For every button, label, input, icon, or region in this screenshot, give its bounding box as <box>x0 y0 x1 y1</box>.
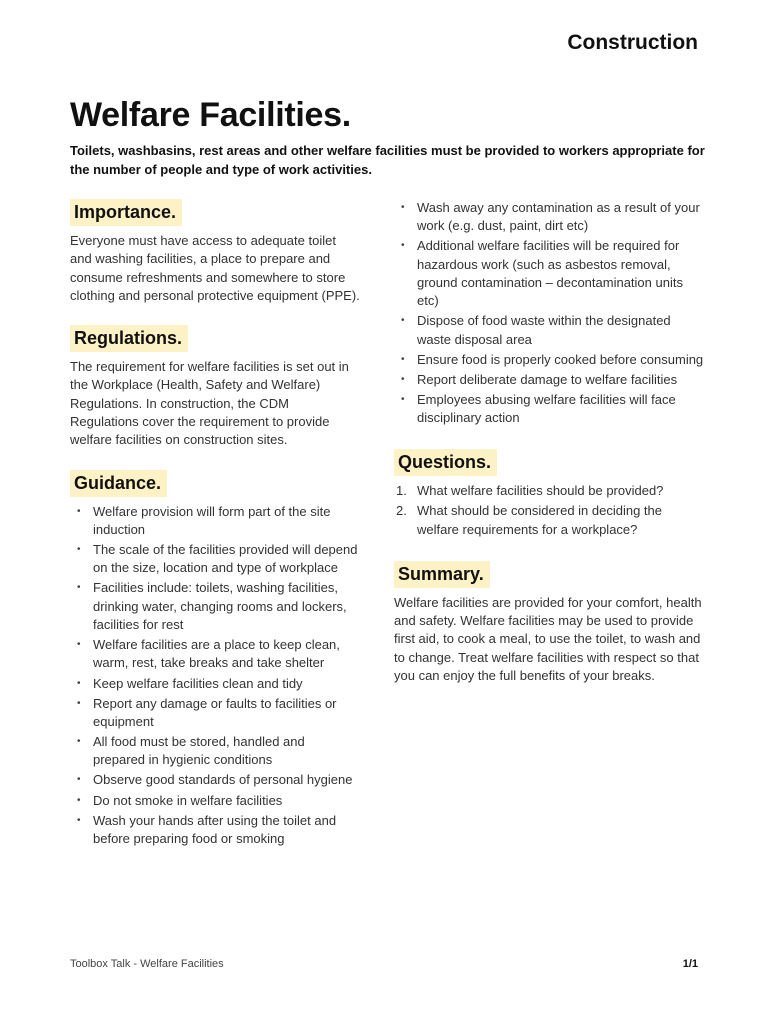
summary-text: Welfare facilities are provided for your comfort, health and safety. Welfare facilities may be used to provide first aid, to cook a meal, to use the toilet, to wash and to change. Treat welfare facilities with respect so that you can enjoy the full benefits of your breaks. <box>394 594 702 684</box>
list-item: • Employees abusing welfare facilities will face disciplinary action <box>394 391 704 428</box>
list-item <box>394 482 704 500</box>
question-text: What welfare facilities should be provided? <box>417 483 664 499</box>
list-item: • Ensure food is properly cooked before consuming <box>394 351 704 369</box>
questions-section <box>394 449 704 539</box>
questions-heading: Questions. <box>394 449 497 476</box>
regulations-section <box>70 325 360 449</box>
list-item: • Dispose of food waste within the designated waste disposal area <box>394 312 704 349</box>
list-item: • Additional welfare facilities will be required for hazardous work (such as asbestos removal, ground contamination – decontamination units etc) <box>394 237 704 310</box>
list-item: • Welfare provision will form part of the site induction <box>70 503 360 540</box>
list-item: • Welfare facilities are a place to keep clean, warm, rest, take breaks and take shelter <box>70 636 360 673</box>
questions-list <box>394 482 704 539</box>
right-column <box>394 199 704 685</box>
list-item: • Facilities include: toilets, washing facilities, drinking water, changing rooms and lockers, facilities for rest <box>70 579 360 634</box>
list-item: • Wash your hands after using the toilet and before preparing food or smoking <box>70 812 360 849</box>
left-column <box>70 199 360 850</box>
guidance-list-continued <box>394 199 704 428</box>
page-title: Welfare Facilities. <box>70 96 351 134</box>
list-item: • Observe good standards of personal hygiene <box>70 771 360 789</box>
guidance-list <box>70 503 360 849</box>
list-item: • Do not smoke in welfare facilities <box>70 792 360 810</box>
list-item: • Keep welfare facilities clean and tidy <box>70 675 360 693</box>
question-number: 1. <box>396 483 407 499</box>
regulations-text: The requirement for welfare facilities is set out in the Workplace (Health, Safety and Welfare) Regulations. In construction, the CDM Regulations cover the requirement to provide welfare facilities on construction sites. <box>70 359 349 448</box>
list-item: • Report any damage or faults to facilities or equipment <box>70 695 360 732</box>
list-item: • Report deliberate damage to welfare facilities <box>394 371 704 389</box>
footer-title: Toolbox Talk - Welfare Facilities <box>70 958 224 970</box>
importance-section <box>70 199 360 305</box>
intro-text: Toilets, washbasins, rest areas and other welfare facilities must be provided to workers appropriate for the number of people and type of work activities. <box>70 143 705 177</box>
list-item: • Wash away any contamination as a result of your work (e.g. dust, paint, dirt etc) <box>394 199 704 236</box>
summary-heading: Summary. <box>394 561 490 588</box>
list-item: • The scale of the facilities provided will depend on the size, location and type of workplace <box>70 541 360 578</box>
guidance-section <box>70 470 360 849</box>
question-number: 2. <box>396 503 407 519</box>
regulations-heading: Regulations. <box>70 325 188 352</box>
importance-heading: Importance. <box>70 199 182 226</box>
category-label: Construction <box>567 31 698 54</box>
list-item <box>394 502 704 539</box>
guidance-heading: Guidance. <box>70 470 167 497</box>
list-item: • All food must be stored, handled and prepared in hygienic conditions <box>70 733 360 770</box>
page-number: 1/1 <box>682 958 698 970</box>
question-text: What should be considered in deciding the welfare requirements for a workplace? <box>417 503 662 537</box>
importance-text: Everyone must have access to adequate toilet and washing facilities, a place to prepare and consume refreshments and somewhere to store clothing and personal protective equipment (PPE). <box>70 233 360 303</box>
summary-section <box>394 561 704 685</box>
